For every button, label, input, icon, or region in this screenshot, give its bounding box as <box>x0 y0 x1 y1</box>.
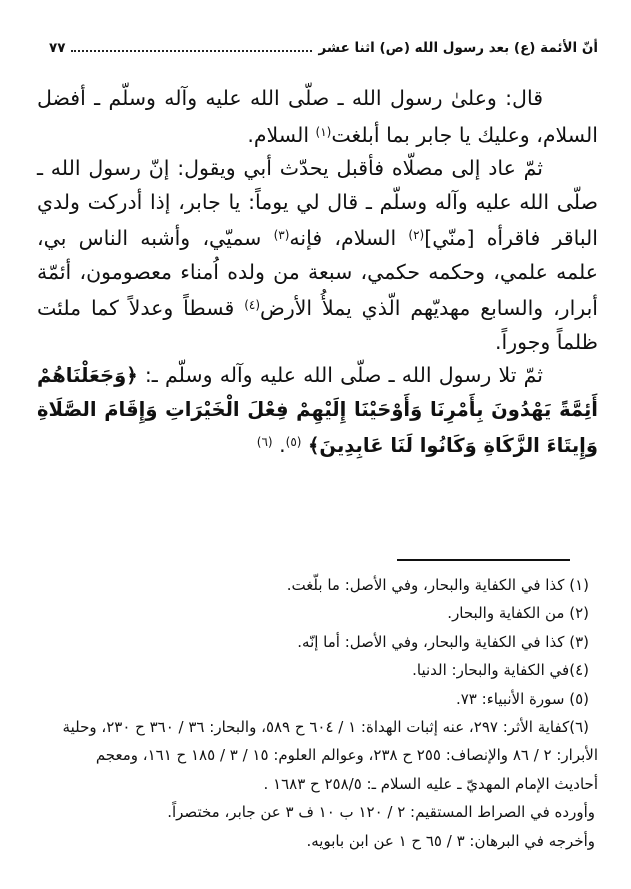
dotted-leader <box>71 49 312 52</box>
quran-verse: ﴿وَجَعَلْنَاهُمْ أَئِمَّةً يَهْدُونَ بِأَمْرِنَا وَأَوْحَيْنَا إِلَيْهِمْ فِعْلَ الْخَيْرَاتِ وَإِقَامَ الصَّلَاةِ وَإِيتَاءَ الزَّكَاةِ وَكَانُوا لَنَا عَابِدِينَ﴾ <box>37 364 598 457</box>
text-run: سميّي، وأشبه الناس بي، علمه علمي، وحكمه حكمي، سبعة من ولده اُمناء معصومون، أئمّة أبرار، والسابع مهديّهم الّذي يملأُ الأرض <box>37 226 598 320</box>
paragraph-3-with-verse <box>37 359 598 463</box>
footnote-6-addendum-2: وأخرجه في البرهان: ٣ / ٦٥ ح ١ عن ابن بابويه. <box>306 831 595 850</box>
text-run: ثمّ عاد إلى مصلّاه فأقبل يحدّث أبي ويقول: إنّ رسول الله ـ صلّى الله عليه وآله وسلّم ـ قال لي يوماً: يا جابر، إذا أدركت ولدي الباقر فاقرأه [منّي] <box>37 156 598 250</box>
running-head <box>37 40 598 56</box>
footnote-6-line-3: أحاديث الإمام المهديّ ـ عليه السلام ـ: ٢٥٨/٥ ح ١٦٨٣ . <box>263 774 598 793</box>
text-run: قسطاً وعدلاً كما ملئت ظلماً وجوراً. <box>37 296 598 354</box>
text-run: قال: وعلىٰ رسول الله ـ صلّى الله عليه وآله وسلّم ـ أفضل السلام، وعليك يا جابر بما أبلغت <box>37 86 598 147</box>
text-run: السلام، فإنه <box>289 226 409 250</box>
footnote-6-line-2: الأبرار: ٢ / ٨٦ والإنصاف: ٢٥٥ ح ٢٣٨، وعوالم العلوم: ١٥ / ٣ / ١٨٥ ح ١٦١، ومعجم <box>95 746 598 765</box>
footnote-ref-marker: (١) <box>315 124 332 139</box>
footnote-6-line-1: (٦)كفاية الأثر: ٢٩٧، عنه إثبات الهداة: ١ / ٦٠٤ ح ٥٨٩، والبحار: ٣٦ / ٣٦٠ ح ٢٣٠، وحلية <box>62 717 589 736</box>
footnote-5: (٥) سورة الأنبياء: ٧٣. <box>455 689 589 708</box>
footnote-ref-marker: (٤) <box>244 298 261 312</box>
footnote-list <box>37 571 598 855</box>
running-head-title: أنّ الأئمة (ع) بعد رسول الله (ص) اثنا عشر <box>318 40 598 56</box>
footnote-6-addendum-1: وأورده في الصراط المستقيم: ٢ / ١٢٠ ب ١٠ ف ٣ عن جابر، مختصراً. <box>167 803 595 822</box>
text-run: . <box>272 433 286 457</box>
footnote-separator <box>397 559 570 561</box>
footnote-section <box>37 559 598 855</box>
paragraph-1 <box>37 82 598 152</box>
body-text <box>37 82 598 463</box>
footnote-2: (٢) من الكفاية والبحار. <box>447 604 589 623</box>
footnote-ref-marker: (٢) <box>408 228 425 242</box>
text-run: ثمّ تلا رسول الله ـ صلّى الله عليه وآله وسلّم ـ: <box>137 363 543 387</box>
footnote-3: (٣) كذا في الكفاية والبحار، وفي الأصل: أما إنّه. <box>297 632 589 651</box>
footnote-ref-marker: (٣) <box>273 228 290 242</box>
footnote-1: (١) كذا في الكفاية والبحار، وفي الأصل: ما بلّغت. <box>286 575 589 594</box>
footnote-4: (٤)في الكفاية والبحار: الدنيا. <box>412 661 589 680</box>
page-number: ٧٧ <box>49 40 66 56</box>
footnote-ref-marker: (٥) <box>285 435 302 449</box>
text-run: السلام. <box>247 122 316 147</box>
paragraph-2 <box>37 152 598 359</box>
footnote-ref-marker: (٦) <box>256 435 273 449</box>
